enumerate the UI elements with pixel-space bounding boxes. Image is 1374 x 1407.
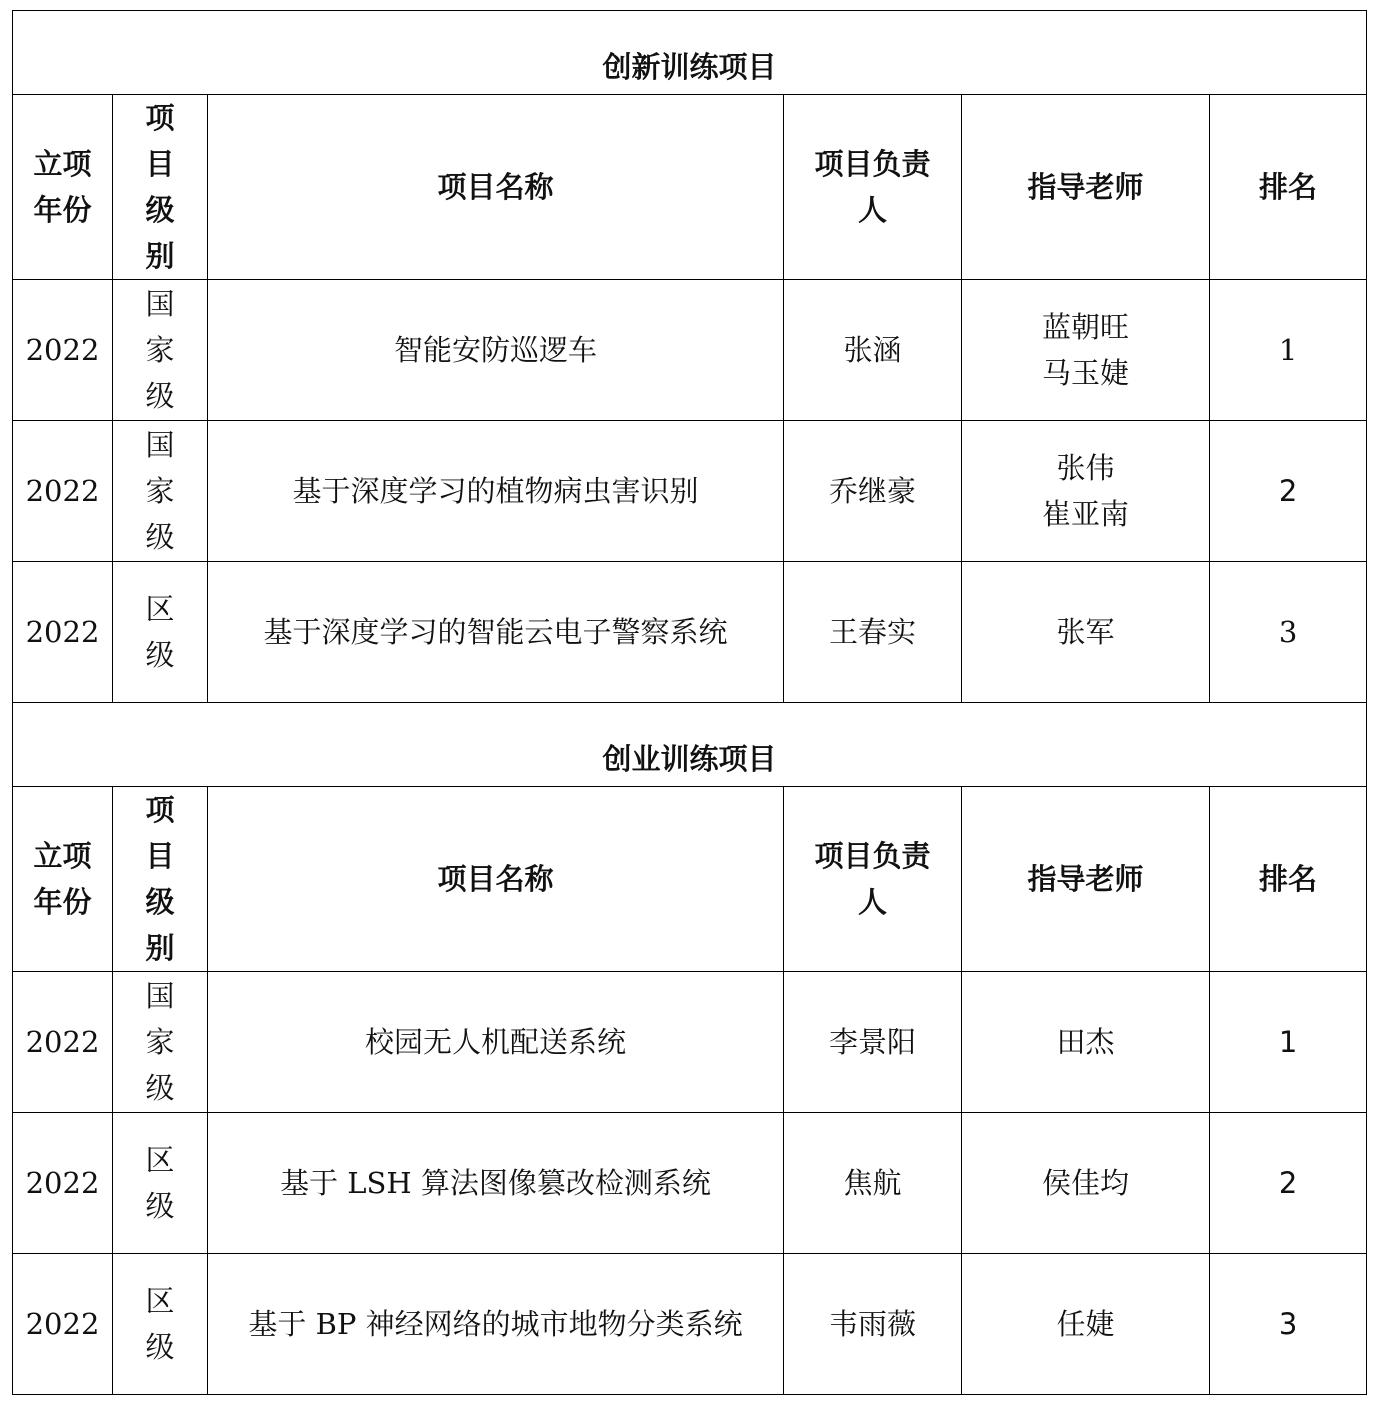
cell-rank: 1: [1210, 280, 1367, 421]
cell-advisor: 张军: [962, 562, 1210, 703]
cell-level: 区级: [113, 1113, 208, 1254]
header-year: 立项年份: [13, 95, 113, 280]
cell-year: 2022: [13, 280, 113, 421]
cell-year: 2022: [13, 562, 113, 703]
cell-rank: 2: [1210, 421, 1367, 562]
cell-level: 区级: [113, 562, 208, 703]
header-rank: 排名: [1210, 95, 1367, 280]
cell-rank: 3: [1210, 1254, 1367, 1395]
innovation-section-title: 创新训练项目: [13, 11, 1367, 95]
header-rank: 排名: [1210, 787, 1367, 972]
cell-name: 基于深度学习的植物病虫害识别: [208, 421, 784, 562]
cell-level: 区级: [113, 1254, 208, 1395]
header-level: 项目级别: [113, 95, 208, 280]
cell-level: 国家级: [113, 421, 208, 562]
table-row: [13, 562, 1367, 703]
cell-year: 2022: [13, 972, 113, 1113]
cell-advisor: 蓝朝旺 马玉婕: [962, 280, 1210, 421]
cell-leader: 乔继豪: [784, 421, 962, 562]
header-name: 项目名称: [208, 787, 784, 972]
header-advisor: 指导老师: [962, 787, 1210, 972]
entrepreneurship-title-row: [13, 703, 1367, 787]
cell-name: 基于深度学习的智能云电子警察系统: [208, 562, 784, 703]
cell-year: 2022: [13, 421, 113, 562]
header-level: 项目级别: [113, 787, 208, 972]
header-year: 立项年份: [13, 787, 113, 972]
table-row: [13, 421, 1367, 562]
cell-leader: 李景阳: [784, 972, 962, 1113]
table-row: [13, 972, 1367, 1113]
header-name: 项目名称: [208, 95, 784, 280]
cell-leader: 焦航: [784, 1113, 962, 1254]
cell-year: 2022: [13, 1254, 113, 1395]
cell-leader: 张涵: [784, 280, 962, 421]
table-row: [13, 1113, 1367, 1254]
cell-level: 国家级: [113, 280, 208, 421]
cell-advisor: 张伟 崔亚南: [962, 421, 1210, 562]
header-advisor: 指导老师: [962, 95, 1210, 280]
header-leader: 项目负责人: [784, 95, 962, 280]
cell-advisor: 侯佳均: [962, 1113, 1210, 1254]
cell-advisor: 任婕: [962, 1254, 1210, 1395]
table-row: [13, 1254, 1367, 1395]
entrepreneurship-header-row: [13, 787, 1367, 972]
cell-rank: 1: [1210, 972, 1367, 1113]
cell-rank: 3: [1210, 562, 1367, 703]
innovation-title-row: [13, 11, 1367, 95]
cell-year: 2022: [13, 1113, 113, 1254]
cell-name: 基于 BP 神经网络的城市地物分类系统: [208, 1254, 784, 1395]
cell-name: 基于 LSH 算法图像篡改检测系统: [208, 1113, 784, 1254]
cell-level: 国家级: [113, 972, 208, 1113]
table-row: [13, 280, 1367, 421]
projects-table: [12, 10, 1367, 1395]
entrepreneurship-section-title: 创业训练项目: [13, 703, 1367, 787]
cell-leader: 王春实: [784, 562, 962, 703]
cell-advisor: 田杰: [962, 972, 1210, 1113]
innovation-header-row: [13, 95, 1367, 280]
header-leader: 项目负责人: [784, 787, 962, 972]
cell-name: 校园无人机配送系统: [208, 972, 784, 1113]
cell-leader: 韦雨薇: [784, 1254, 962, 1395]
cell-name: 智能安防巡逻车: [208, 280, 784, 421]
cell-rank: 2: [1210, 1113, 1367, 1254]
